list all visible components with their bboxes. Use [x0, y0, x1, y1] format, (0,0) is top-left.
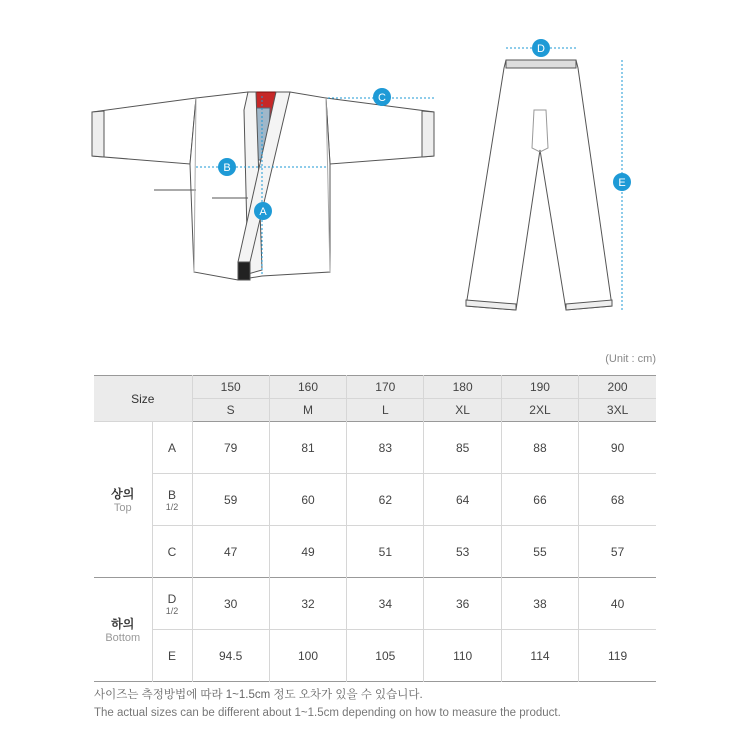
svg-text:B: B	[223, 162, 231, 174]
table-cell: 64	[424, 474, 501, 526]
table-row	[94, 422, 656, 474]
row-key-label: E	[167, 648, 176, 663]
table-cell: 57	[579, 526, 656, 578]
table-cell: 88	[501, 422, 578, 474]
table-cell: 38	[501, 578, 578, 630]
table-cell: 55	[501, 526, 578, 578]
size-l: L	[347, 399, 424, 422]
height-180: 180	[424, 376, 501, 399]
note-korean: 사이즈는 측정방법에 따라 1~1.5cm 정도 오차가 있을 수 있습니다.	[94, 689, 423, 701]
table-cell: 36	[424, 578, 501, 630]
row-key-label: B	[167, 487, 176, 502]
table-cell: 53	[424, 526, 501, 578]
group-bottom	[94, 578, 152, 682]
svg-text:A: A	[259, 206, 267, 218]
row-key-sub: 1/2	[165, 501, 179, 512]
table-cell: 81	[269, 422, 346, 474]
group-label-en: Top	[113, 502, 132, 514]
table-cell: 49	[269, 526, 346, 578]
note-english: The actual sizes can be different about 1~1.5cm depending on how to measure the product.	[94, 707, 561, 719]
row-key	[152, 630, 192, 682]
row-key-sub: 1/2	[165, 605, 179, 616]
marker-b	[218, 158, 236, 176]
table-cell: 119	[579, 630, 656, 682]
size-xl: XL	[424, 399, 501, 422]
height-190: 190	[501, 376, 578, 399]
row-key	[152, 578, 192, 630]
jacket-drawing	[92, 92, 434, 280]
group-label-ko: 하의	[111, 617, 135, 631]
marker-a	[254, 202, 272, 220]
group-label-ko: 상의	[111, 487, 135, 501]
table-cell: 94.5	[192, 630, 269, 682]
table-cell: 85	[424, 422, 501, 474]
row-key	[152, 526, 192, 578]
svg-text:E: E	[618, 177, 626, 189]
svg-text:D: D	[537, 43, 545, 55]
table-cell: 66	[501, 474, 578, 526]
size-s: S	[192, 399, 269, 422]
height-150: 150	[192, 376, 269, 399]
table-cell: 40	[579, 578, 656, 630]
table-cell: 47	[192, 526, 269, 578]
table-cell: 83	[347, 422, 424, 474]
height-160: 160	[269, 376, 346, 399]
group-label-en: Bottom	[105, 632, 141, 644]
size-caption: Size	[94, 376, 192, 422]
row-key	[152, 474, 192, 526]
table-cell: 62	[347, 474, 424, 526]
table-row	[94, 630, 656, 682]
table-cell: 114	[501, 630, 578, 682]
table-cell: 59	[192, 474, 269, 526]
marker-c	[373, 88, 391, 106]
table-cell: 110	[424, 630, 501, 682]
size-m: M	[269, 399, 346, 422]
table-cell: 100	[269, 630, 346, 682]
table-cell: 105	[347, 630, 424, 682]
row-key-label: C	[167, 544, 177, 559]
table-cell: 32	[269, 578, 346, 630]
size-chart-table	[94, 375, 656, 682]
uniform-illustration	[0, 0, 750, 330]
pants-drawing	[466, 60, 612, 310]
size-2xl: 2XL	[501, 399, 578, 422]
row-key-label: D	[167, 591, 177, 606]
size-chart-header	[94, 376, 656, 422]
table-cell: 90	[579, 422, 656, 474]
marker-d	[532, 39, 550, 57]
group-top	[94, 422, 152, 578]
height-200: 200	[579, 376, 656, 399]
table-cell: 30	[192, 578, 269, 630]
table-row	[94, 526, 656, 578]
svg-text:C: C	[378, 92, 386, 104]
size-chart-body	[94, 422, 656, 682]
table-row	[94, 474, 656, 526]
table-cell: 51	[347, 526, 424, 578]
table-cell: 34	[347, 578, 424, 630]
table-cell: 79	[192, 422, 269, 474]
row-key	[152, 422, 192, 474]
marker-e	[613, 173, 631, 191]
row-key-label: A	[167, 440, 176, 455]
size-3xl: 3XL	[579, 399, 656, 422]
table-cell: 60	[269, 474, 346, 526]
table-row	[94, 578, 656, 630]
height-170: 170	[347, 376, 424, 399]
unit-note: (Unit : cm)	[605, 353, 656, 365]
table-cell: 68	[579, 474, 656, 526]
